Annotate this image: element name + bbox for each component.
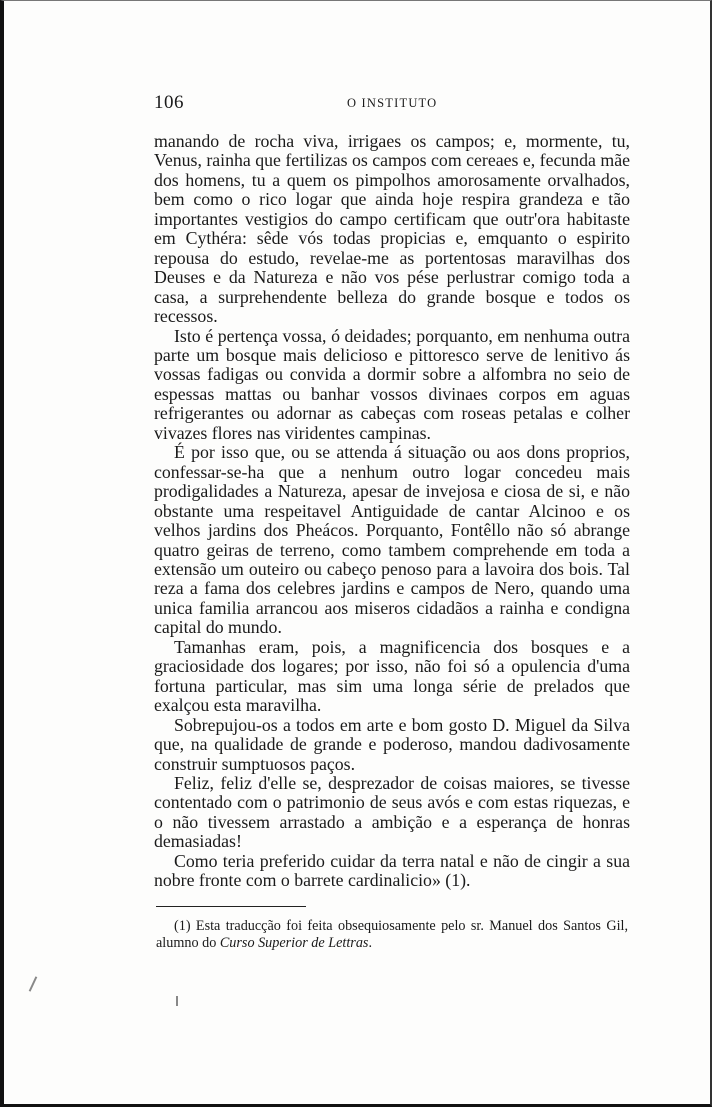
footnote-lead: (1) Esta traducção foi feita obsequiosamente pelo sr. Manuel dos Santos Gil, alumno do xyxy=(156,918,628,951)
footnote-tail: . xyxy=(368,935,372,951)
running-title: O INSTITUTO xyxy=(347,96,438,110)
page-header xyxy=(154,92,634,116)
paragraph-2: Isto é pertença vossa, ó deidades; porquanto, em nenhuma outra parte um bosque mais delicioso e pittoresco serve de lenitivo ás vossas fadigas ou convida a dormir sobre a alfombra no seio de espessas mattas ou banhar vossos divinaes corpos em aguas refrigerantes ou adornar as cabeças com roseas petalas e colher vivazes flores nas viridentes campinas. xyxy=(154,325,630,443)
paragraph-4: Tamanhas eram, pois, a magnificencia dos bosques e a graciosidade dos logares; por isso, não foi só a opulencia d'uma fortuna particular, mas sim uma longa série de prelados que exalçou esta maravilha. xyxy=(154,636,630,716)
paragraph-5: Sobrepujou-os a todos em arte e bom gosto D. Miguel da Silva que, na qualidade de grande e poderoso, mandou dadivosamente construir sumptuosos paços. xyxy=(154,714,630,774)
scan-mark xyxy=(29,976,38,991)
body-text xyxy=(154,132,630,891)
paragraph-6: Feliz, feliz d'elle se, desprezador de coisas maiores, se tivesse contentado com o patrimonio de seus avós e com estas riquezas, e o não tivessem arrastado a ambição e a esperança de honras demasiadas! xyxy=(154,772,630,852)
paragraph-1: manando de rocha viva, irrigaes os campos; e, mormente, tu, Venus, rainha que fertilizas os campos com cereaes e, fecunda mãe dos homens, tu a quem os pimpolhos amorosamente orvalhados, bem como o rico logar que ainda hoje respira grandeza e tão importantes vestigios do campo certificam que outr'ora habitaste em Cythéra: sêde vós todas propicias e, emquanto o espirito repousa do estudo, revelae-me as portentosas maravilhas dos Deuses e da Natureza e não vos pése perlustrar comigo toda a casa, a surprehendente belleza do grande bosque e todos os recessos. xyxy=(154,131,630,327)
scan-mark xyxy=(176,996,178,1006)
footnote xyxy=(156,918,628,952)
paragraph-3: É por isso que, ou se attenda á situação ou aos dons proprios, confessar-se-ha que a nenhum outro logar concedeu mais prodigalidades a Natureza, apesar de invejosa e ciosa de si, e não obstante uma respeitavel Antiguidade de cantar Alcinoo e os velhos jardins dos Pheácos. Porquanto, Fontêllo não só abrange quatro geiras de terreno, como tambem comprehende em toda a extensão um outeiro ou cabeço penoso para a lavoira dos bois. Tal reza a fama dos celebres jardins e campos de Nero, quando uma unica familia arrancou aos miseros cidadãos a rainha e condigna capital do mundo. xyxy=(154,442,630,638)
footnote-rule xyxy=(156,906,306,907)
paragraph-7: Como teria preferido cuidar da terra natal e não de cingir a sua nobre fronte com o barrete cardinalicio» (1). xyxy=(154,850,630,891)
page-number: 106 xyxy=(154,92,184,113)
footnote-italic: Curso Superior de Lettras xyxy=(219,935,369,951)
